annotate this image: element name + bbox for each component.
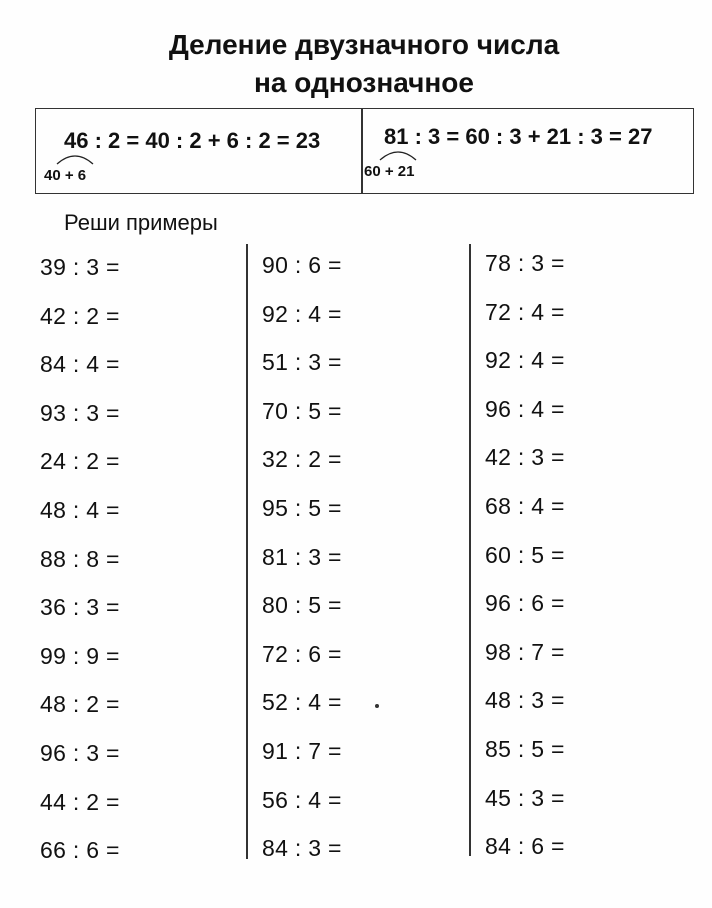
- problem-item: 96 : 4 =: [485, 395, 565, 422]
- problem-item: 84 : 6 =: [485, 833, 565, 860]
- problem-item: 96 : 3 =: [40, 740, 120, 766]
- example-box-divider: [361, 108, 363, 194]
- problem-item: 42 : 3 =: [485, 444, 565, 471]
- problem-item: 52 : 4 =: [262, 689, 342, 716]
- example-2-decomposition: 60 + 21: [364, 163, 415, 180]
- problem-item: 66 : 6 =: [40, 837, 120, 864]
- problem-item: 48 : 3 =: [485, 687, 565, 714]
- problem-item: 42 : 2 =: [40, 302, 120, 329]
- worksheet-title-line-1: Деление двузначного числа: [168, 29, 560, 60]
- problem-item: 39 : 3 =: [40, 254, 120, 280]
- problem-item: 78 : 3 =: [485, 250, 565, 276]
- problem-item: 36 : 3 =: [40, 594, 120, 621]
- problem-item: 56 : 4 =: [262, 786, 342, 813]
- problem-item: 72 : 4 =: [485, 298, 565, 325]
- problem-item: 68 : 4 =: [485, 493, 565, 519]
- problem-item: 85 : 5 =: [485, 736, 565, 762]
- problem-item: 80 : 5 =: [262, 592, 342, 619]
- example-1-arc: [55, 150, 95, 166]
- problem-item: 91 : 7 =: [262, 738, 342, 764]
- problem-item: 84 : 3 =: [262, 835, 342, 862]
- problem-item: 60 : 5 =: [485, 541, 565, 568]
- problem-item: 96 : 6 =: [485, 590, 565, 617]
- problem-item: 72 : 6 =: [262, 640, 342, 667]
- problem-item: 95 : 5 =: [262, 495, 342, 521]
- problem-item: 90 : 6 =: [262, 252, 342, 278]
- problem-item: 48 : 2 =: [40, 691, 120, 718]
- problem-item: 92 : 4 =: [485, 347, 565, 374]
- example-2-expression: 81 : 3 = 60 : 3 + 21 : 3 = 27: [384, 124, 653, 149]
- problem-item: 93 : 3 =: [40, 399, 120, 426]
- problem-item: 48 : 4 =: [40, 497, 120, 523]
- instruction-text: Реши примеры: [64, 210, 218, 235]
- problem-item: 70 : 5 =: [262, 397, 342, 424]
- problem-item: 88 : 8 =: [40, 545, 120, 572]
- problem-item: 84 : 4 =: [40, 351, 120, 378]
- example-1-expression: 46 : 2 = 40 : 2 + 6 : 2 = 23: [64, 128, 321, 153]
- column-divider-2: [469, 244, 471, 856]
- stray-mark: [375, 704, 379, 708]
- problem-item: 32 : 2 =: [262, 446, 342, 473]
- problem-item: 51 : 3 =: [262, 349, 342, 376]
- problem-item: 98 : 7 =: [485, 638, 565, 665]
- problem-item: 45 : 3 =: [485, 784, 565, 811]
- problem-item: 99 : 9 =: [40, 642, 120, 669]
- column-divider-1: [246, 244, 248, 859]
- example-2-arc: [378, 146, 418, 162]
- problem-item: 92 : 4 =: [262, 300, 342, 327]
- problem-item: 44 : 2 =: [40, 788, 120, 815]
- example-1-decomposition: 40 + 6: [44, 167, 87, 184]
- worksheet-title-line-2: на однозначное: [254, 67, 474, 98]
- problem-item: 81 : 3 =: [262, 543, 342, 570]
- problem-item: 24 : 2 =: [40, 448, 120, 475]
